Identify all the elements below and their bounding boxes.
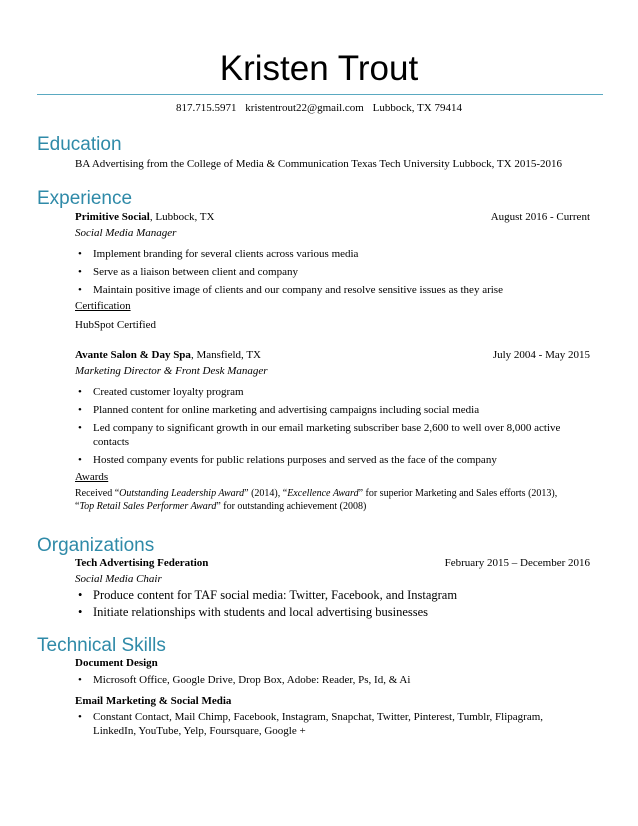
bullet-icon: • bbox=[78, 711, 82, 723]
bullet-icon: • bbox=[78, 404, 82, 416]
certification-text: HubSpot Certified bbox=[75, 319, 156, 331]
bullet-icon: • bbox=[78, 284, 82, 296]
bullet-icon: • bbox=[78, 248, 82, 260]
organization-name: Tech Advertising Federation bbox=[75, 557, 209, 569]
job-1-dates: August 2016 - Current bbox=[490, 211, 590, 223]
phone-number: 817.715.5971 bbox=[176, 102, 237, 114]
organization-dates: February 2015 – December 2016 bbox=[444, 557, 590, 569]
job-2-header bbox=[75, 348, 261, 362]
list-item: • Led company to significant growth in our email marketing subscriber base 2,600 to well over 8,000 active contacts bbox=[78, 422, 561, 448]
organization-role: Social Media Chair bbox=[75, 573, 162, 585]
experience-heading: Experience bbox=[37, 188, 133, 209]
list-item: • Serve as a liaison between client and company bbox=[78, 266, 298, 278]
awards-line-2: “Top Retail Sales Performer Award” for outstanding achievement (2008) bbox=[75, 501, 367, 512]
email-address: kristentrout22@gmail.com bbox=[245, 102, 364, 114]
list-item: • Initiate relationships with students and local advertising businesses bbox=[78, 605, 429, 619]
education-line: BA Advertising from the College of Media & Communication Texas Tech University Lubbock, TX 2015-2016 bbox=[75, 158, 562, 170]
bullet-icon: • bbox=[78, 588, 83, 602]
contact-line bbox=[0, 102, 638, 115]
organizations-heading: Organizations bbox=[37, 535, 155, 556]
list-item: • Created customer loyalty program bbox=[78, 386, 244, 398]
resume-name: Kristen Trout bbox=[219, 49, 419, 88]
job-1-location: , Lubbock, TX bbox=[149, 211, 215, 223]
list-item: • Implement branding for several clients across various media bbox=[78, 248, 359, 260]
job-2-employer: Avante Salon & Day Spa bbox=[75, 349, 191, 361]
skill-group-title: Document Design bbox=[75, 657, 158, 669]
certification-heading: Certification bbox=[75, 300, 131, 312]
job-1-header bbox=[75, 210, 214, 224]
awards-heading: Awards bbox=[75, 471, 109, 483]
skill-group-title: Email Marketing & Social Media bbox=[75, 695, 232, 707]
bullet-icon: • bbox=[78, 422, 82, 434]
education-heading: Education bbox=[37, 134, 122, 155]
list-item: • Microsoft Office, Google Drive, Drop Box, Adobe: Reader, Ps, Id, & Ai bbox=[78, 674, 411, 686]
list-item: • Maintain positive image of clients and our company and resolve sensitive issues as they arise bbox=[78, 284, 503, 296]
job-1-title: Social Media Manager bbox=[75, 227, 177, 239]
list-item: • Planned content for online marketing and advertising campaigns including social media bbox=[78, 404, 480, 416]
bullet-icon: • bbox=[78, 605, 83, 619]
header-divider bbox=[37, 94, 603, 95]
list-item: • Constant Contact, Mail Chimp, Facebook, Instagram, Snapchat, Twitter, Pinterest, Tumblr, Flipagram, LinkedIn, YouTube, Yelp, Foursquare, Google + bbox=[78, 711, 544, 737]
job-2-title: Marketing Director & Front Desk Manager bbox=[75, 365, 268, 377]
list-item: • Produce content for TAF social media: Twitter, Facebook, and Instagram bbox=[78, 588, 458, 602]
awards-line-1: Received “Outstanding Leadership Award” (2014), “Excellence Award” for superior Marketing and Sales efforts (2013), bbox=[75, 488, 558, 499]
bullet-icon: • bbox=[78, 386, 82, 398]
bullet-icon: • bbox=[78, 454, 82, 466]
job-2-location: , Mansfield, TX bbox=[190, 349, 262, 361]
skills-heading: Technical Skills bbox=[37, 635, 166, 656]
job-1-employer: Primitive Social bbox=[75, 211, 150, 223]
list-item: • Hosted company events for public relations purposes and served as the face of the company bbox=[78, 454, 497, 466]
location: Lubbock, TX 79414 bbox=[372, 102, 462, 114]
job-2-dates: July 2004 - May 2015 bbox=[492, 349, 590, 361]
bullet-icon: • bbox=[78, 674, 82, 686]
bullet-icon: • bbox=[78, 266, 82, 278]
